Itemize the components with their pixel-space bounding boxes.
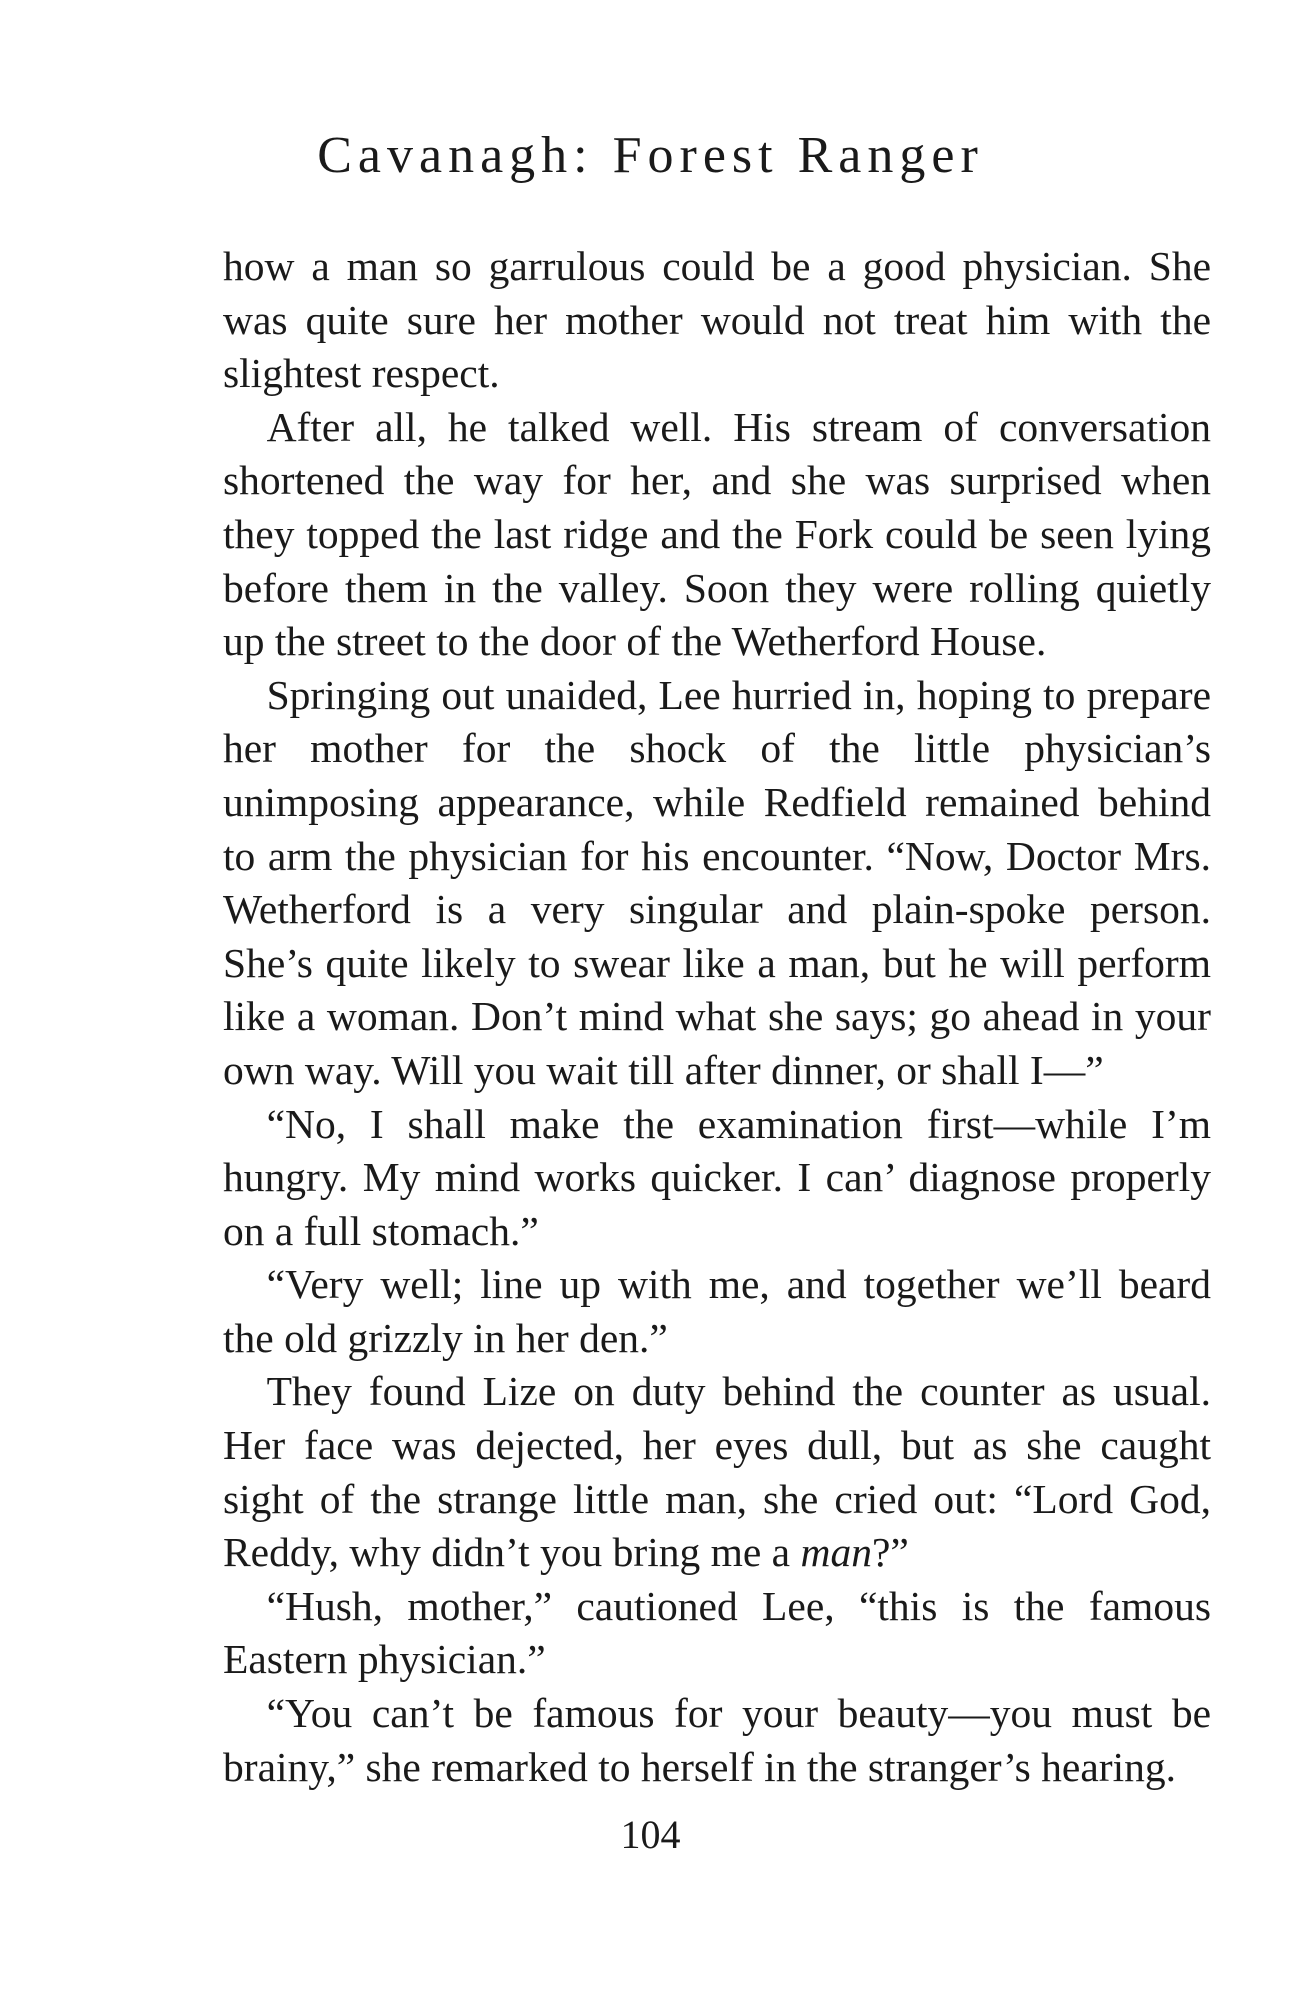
paragraph: “No, I shall make the examination first—while I’m hungry. My mind works quicker. I can’ diagnose properly on a full stomach.”: [223, 1100, 1211, 1254]
italic-word: man: [800, 1529, 872, 1576]
paragraph: “Hush, mother,” cautioned Lee, “this is the famous Eastern physician.”: [223, 1582, 1211, 1683]
paragraph-text: They found Lize on duty behind the counter as usual. Her face was dejected, her eyes dull, but as she caught sight of the strange little man, she cried out: “Lord God, Reddy, why didn’t you bring me a: [223, 1368, 1211, 1576]
paragraph: Springing out unaided, Lee hurried in, hoping to prepare her mother for the shock of the little physician’s unimposing appearance, while Redfield remained behind to arm the physician for his encounter. “Now, Doctor Mrs. Wetherford is a very singular and plain-spoke person. She’s quite likely to swear like a man, but he will perform like a woman. Don’t mind what she says; go ahead in your own way. Will you wait till after dinner, or shall I—”: [223, 671, 1211, 1093]
paragraph: After all, he talked well. His stream of conversation shortened the way for her, and she was surprised when they topped the last ridge and the Fork could be seen lying before them in the valley. Soon they were rolling quietly up the street to the door of the Wetherford House.: [223, 403, 1211, 665]
body-text: [223, 240, 1211, 1794]
paragraph: “Very well; line up with me, and together we’ll beard the old grizzly in her den.”: [223, 1261, 1211, 1361]
paragraph-continued: how a man so garrulous could be a good physician. She was quite sure her mother would not treat him with the slightest respect.: [223, 243, 1211, 397]
paragraph-text: ?”: [871, 1529, 909, 1576]
paragraph: [223, 1365, 1211, 1579]
running-head: Cavanagh: Forest Ranger: [317, 127, 984, 184]
paragraph: “You can’t be famous for your beauty—you must be brainy,” she remarked to herself in the stranger’s hearing.: [223, 1690, 1211, 1790]
page-number: 104: [620, 1812, 681, 1857]
